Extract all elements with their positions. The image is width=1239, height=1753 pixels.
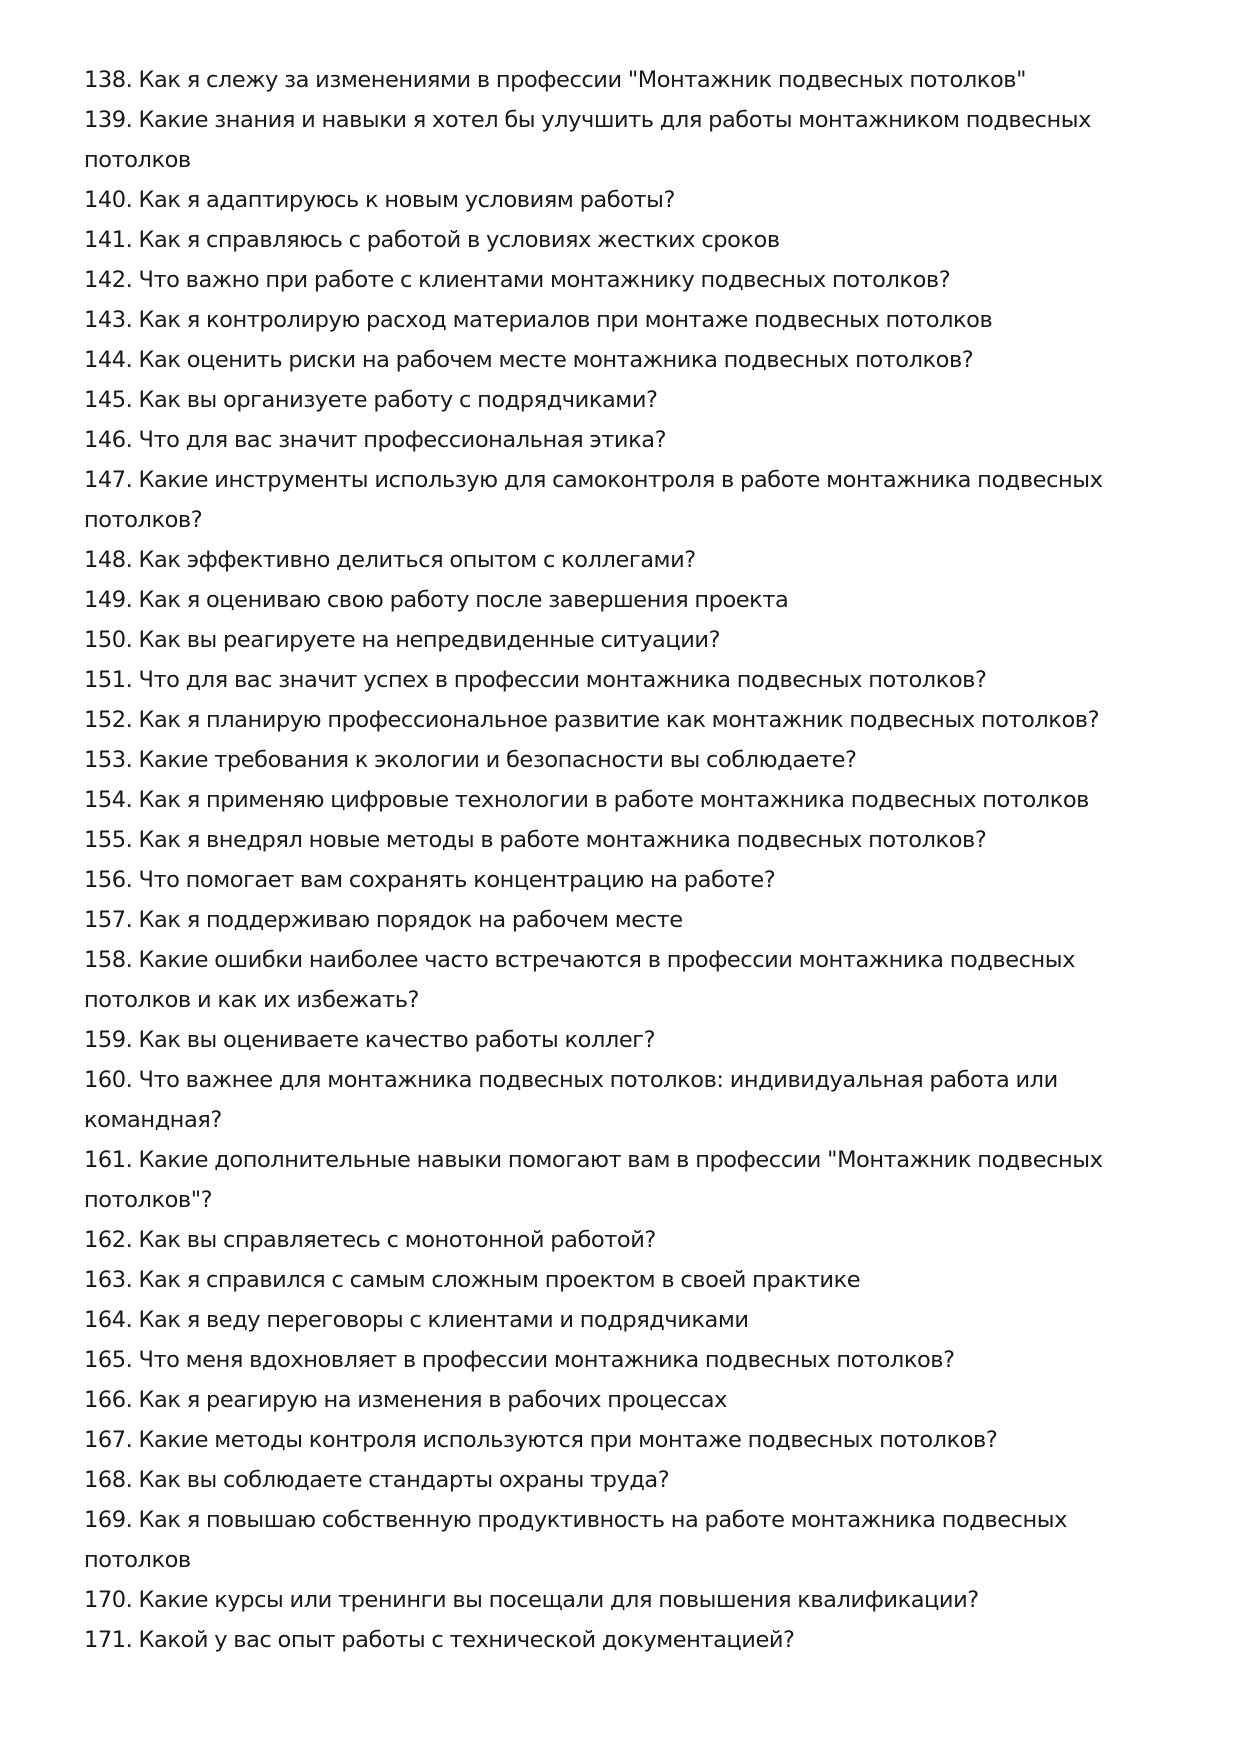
question-item: 170. Какие курсы или тренинги вы посещали для повышения квалификации? — [84, 1587, 979, 1613]
question-item: 163. Как я справился с самым сложным проектом в своей практике — [84, 1267, 861, 1293]
question-item: 139. Какие знания и навыки я хотел бы улучшить для работы монтажником подвесных потолков — [84, 107, 1091, 173]
question-item: 149. Как я оцениваю свою работу после завершения проекта — [84, 587, 789, 613]
question-item: 162. Как вы справляетесь с монотонной работой? — [84, 1227, 656, 1253]
question-item: 142. Что важно при работе с клиентами монтажнику подвесных потолков? — [84, 267, 951, 293]
question-item: 151. Что для вас значит успех в профессии монтажника подвесных потолков? — [84, 667, 987, 693]
question-item: 141. Как я справляюсь с работой в условиях жестких сроков — [84, 227, 780, 253]
question-item: 152. Как я планирую профессиональное развитие как монтажник подвесных потолков? — [84, 707, 1100, 733]
question-list — [84, 60, 1159, 1660]
question-item: 153. Какие требования к экологии и безопасности вы соблюдаете? — [84, 747, 857, 773]
question-item: 161. Какие дополнительные навыки помогают вам в профессии "Монтажник подвесных потолков"? — [84, 1147, 1103, 1213]
question-item: 158. Какие ошибки наиболее часто встречаются в профессии монтажника подвесных потолков и как их избежать? — [84, 947, 1075, 1013]
question-item: 169. Как я повышаю собственную продуктивность на работе монтажника подвесных потолков — [84, 1507, 1067, 1573]
question-item: 165. Что меня вдохновляет в профессии монтажника подвесных потолков? — [84, 1347, 955, 1373]
question-item: 155. Как я внедрял новые методы в работе монтажника подвесных потолков? — [84, 827, 987, 853]
question-item: 148. Как эффективно делиться опытом с коллегами? — [84, 547, 696, 573]
question-item: 145. Как вы организуете работу с подрядчиками? — [84, 387, 658, 413]
question-item: 140. Как я адаптируюсь к новым условиям работы? — [84, 187, 675, 213]
question-item: 150. Как вы реагируете на непредвиденные ситуации? — [84, 627, 721, 653]
question-item: 146. Что для вас значит профессиональная этика? — [84, 427, 667, 453]
question-item: 156. Что помогает вам сохранять концентрацию на работе? — [84, 867, 776, 893]
question-item: 147. Какие инструменты использую для самоконтроля в работе монтажника подвесных потолков? — [84, 467, 1103, 533]
question-item: 167. Какие методы контроля используются при монтаже подвесных потолков? — [84, 1427, 998, 1453]
question-item: 159. Как вы оцениваете качество работы коллег? — [84, 1027, 656, 1053]
question-item: 143. Как я контролирую расход материалов при монтаже подвесных потолков — [84, 307, 993, 333]
question-item: 164. Как я веду переговоры с клиентами и подрядчиками — [84, 1307, 749, 1333]
question-item: 157. Как я поддерживаю порядок на рабочем месте — [84, 907, 683, 933]
question-item: 171. Какой у вас опыт работы с технической документацией? — [84, 1627, 795, 1653]
question-item: 144. Как оценить риски на рабочем месте монтажника подвесных потолков? — [84, 347, 974, 373]
question-item: 138. Как я слежу за изменениями в профессии "Монтажник подвесных потолков" — [84, 67, 1026, 93]
question-item: 154. Как я применяю цифровые технологии в работе монтажника подвесных потолков — [84, 787, 1089, 813]
question-item: 168. Как вы соблюдаете стандарты охраны труда? — [84, 1467, 670, 1493]
question-item: 166. Как я реагирую на изменения в рабочих процессах — [84, 1387, 727, 1413]
question-item: 160. Что важнее для монтажника подвесных потолков: индивидуальная работа или командная? — [84, 1067, 1058, 1133]
